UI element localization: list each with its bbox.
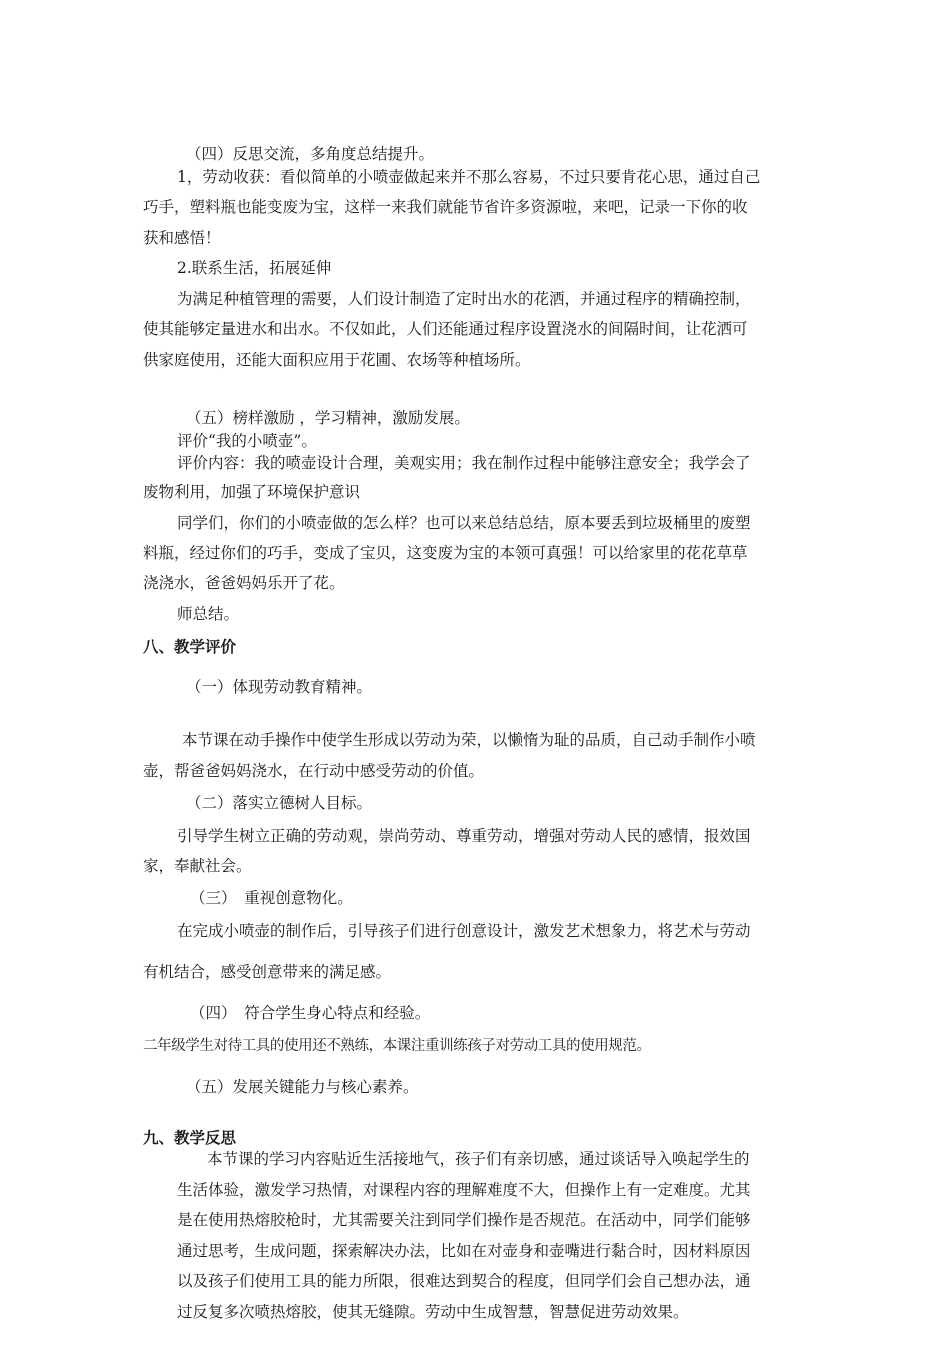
chapter-heading: 八、教学评价 [143,637,237,656]
paragraph-line: 供家庭使用，还能大面积应用于花圃、农场等种植场所。 [143,351,531,369]
paragraph-line: 本节课在动手操作中使学生形成以劳动为荣，以懒惰为耻的品质，自己动手制作小喷 [182,731,756,749]
paragraph-line: 使其能够定量进水和出水。不仅如此，人们还能通过程序设置浇水的间隔时间，让花洒可 [143,320,748,338]
paragraph-line: 评价内容：我的喷壶设计合理，美观实用；我在制作过程中能够注意安全；我学会了 [177,454,751,472]
paragraph-line: 同学们，你们的小喷壶做的怎么样？也可以来总结总结，原本要丢到垃圾桶里的废塑 [177,514,751,532]
paragraph-line: 以及孩子们使用工具的能力所限，很难达到契合的程度，但同学们会自己想办法，通 [177,1272,751,1290]
sub-heading: 2.联系生活，拓展延伸 [177,259,332,277]
paragraph-line: 过反复多次喷热熔胶，使其无缝隙。劳动中生成智慧，智慧促进劳动效果。 [177,1303,689,1321]
paragraph-line: 废物利用，加强了环境保护意识 [143,483,361,501]
section-heading: （一）体现劳动教育精神。 [186,678,373,696]
chapter-heading: 九、教学反思 [143,1128,237,1147]
section-heading: （四） 符合学生身心特点和经验。 [190,1004,431,1022]
paragraph-line: 家，奉献社会。 [143,857,252,875]
paragraph-line: 是在使用热熔胶枪时，尤其需要关注到同学们操作是否规范。在活动中，同学们能够 [177,1211,751,1229]
paragraph-line: 巧手，塑料瓶也能变废为宝，这样一来我们就能节省许多资源啦，来吧，记录一下你的收 [143,198,748,216]
paragraph-line: 壶，帮爸爸妈妈浇水，在行动中感受劳动的价值。 [143,762,485,780]
paragraph-line: 在完成小喷壶的制作后，引导孩子们进行创意设计，激发艺术想象力，将艺术与劳动 [177,922,751,940]
paragraph-line: 生活体验，激发学习热情，对课程内容的理解难度不大，但操作上有一定难度。尤其 [177,1181,751,1199]
paragraph-line: 通过思考，生成问题，探索解决办法，比如在对壶身和壶嘴进行黏合时，因材料原因 [177,1242,751,1260]
paragraph-line: 二年级学生对待工具的使用还不熟练，本课注重训练孩子对劳动工具的使用规范。 [143,1038,651,1054]
paragraph-line: 引导学生树立正确的劳动观，崇尚劳动、尊重劳动，增强对劳动人民的感情，报效国 [177,827,751,845]
paragraph-line: 料瓶，经过你们的巧手，变成了宝贝，这变废为宝的本领可真强！可以给家里的花花草草 [143,544,748,562]
paragraph-line: 师总结。 [177,605,240,623]
paragraph-line: 有机结合，感受创意带来的满足感。 [143,963,392,981]
section-heading: （四）反思交流，多角度总结提升。 [186,145,435,163]
paragraph-line: 本节课的学习内容贴近生活接地气，孩子们有亲切感，通过谈话导入唤起学生的 [207,1150,750,1168]
paragraph-line: 1，劳动收获：看似简单的小喷壶做起来并不那么容易，不过只要肯花心思，通过自己 [177,168,761,186]
paragraph-line: 评价“我的小喷壶”。 [177,432,317,450]
section-heading: （三） 重视创意物化。 [190,889,353,907]
paragraph-line: 获和感悟！ [143,229,221,247]
paragraph-line: 为满足种植管理的需要，人们设计制造了定时出水的花洒，并通过程序的精确控制， [177,290,751,308]
section-heading: （二）落实立德树人目标。 [186,794,373,812]
section-heading: （五）发展关键能力与核心素养。 [186,1078,419,1096]
section-heading: （五）榜样激励 ，学习精神，激励发展。 [186,409,470,427]
paragraph-line: 浇浇水，爸爸妈妈乐开了花。 [143,574,345,592]
